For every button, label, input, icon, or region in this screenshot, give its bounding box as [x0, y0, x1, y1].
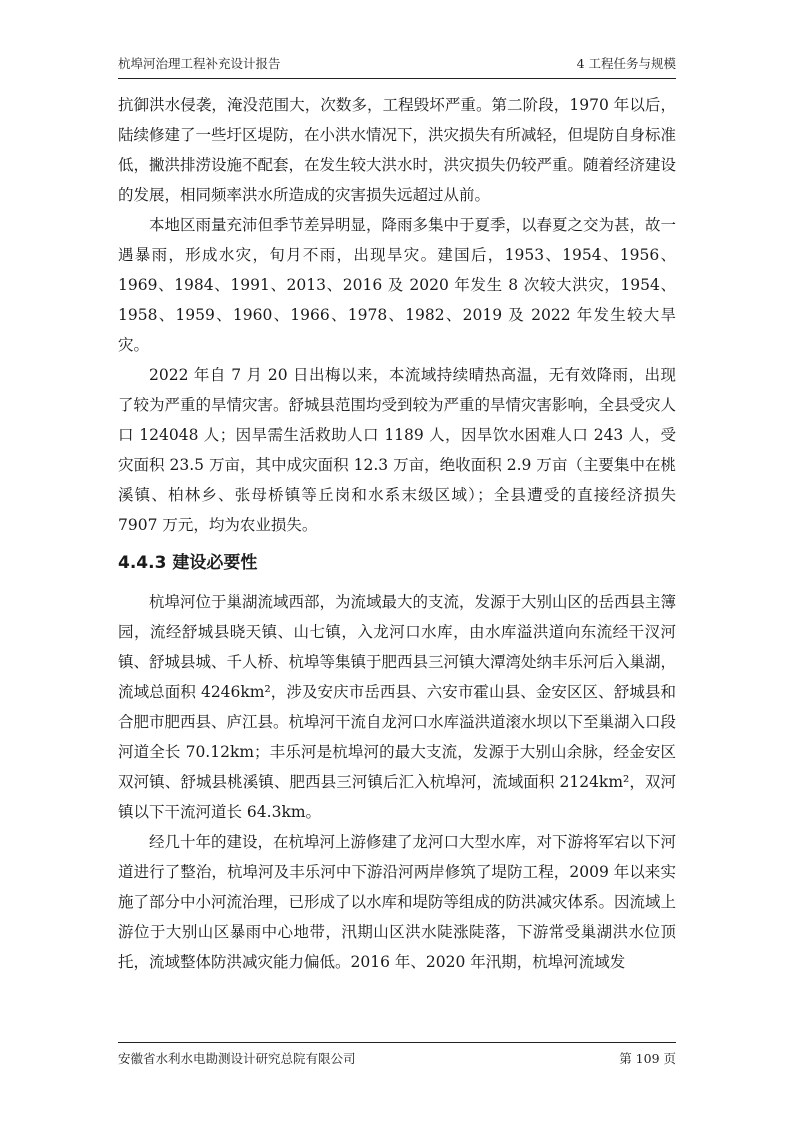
paragraph-drought-2022: 2022 年自 7 月 20 日出梅以来，本流域持续晴热高温，无有效降雨，出现了较为严重的旱情灾害。舒城县范围均受到较为严重的旱情灾害影响，全县受灾人口 124048 人；因旱需生活救助人口 1189 人，因旱饮水困难人口 243 人，受灾面积 23.5 万亩，其中成灾面积 12.3 万亩，绝收面积 2.9 万亩（主要集中在桃溪镇、柏林乡、张母桥镇等丘岗和水系末级区域）；全县遭受的直接经济损失 7907 万元，均为农业损失。	[118, 366, 677, 534]
paragraph-basin-overview: 杭埠河位于巢湖流域西部，为流域最大的支流，发源于大别山区的岳西县主簿园，流经舒城县晓天镇、山七镇，入龙河口水库，由水库溢洪道向东流经干汊河镇、舒城县城、千人桥、杭埠等集镇于肥西县三河镇大潭湾处纳丰乐河后入巢湖，流域总面积 4246km²，涉及安庆市岳西县、六安市霍山县、金安区区、舒城县和合肥市肥西县、庐江县。杭埠河干流自龙河口水库溢洪道滚水坝以下至巢湖入口段河道全长 70.12km；丰乐河是杭埠河的最大支流，发源于大别山余脉，经金安区双河镇、舒城县桃溪镇、肥西县三河镇后汇入杭埠河，流域面积 2124km²，双河镇以下干流河道长 64.3km。	[118, 593, 677, 821]
paragraph-construction-history: 经几十年的建设，在杭埠河上游修建了龙河口大型水库，对下游将军宕以下河道进行了整治，杭埠河及丰乐河中下游沿河两岸修筑了堤防工程，2009 年以来实施了部分中小河流治理，已形成了以水库和堤防等组成的防洪减灾体系。因流域上游位于大别山区暴雨中心地带，汛期山区洪水陡涨陡落，下游常受巢湖洪水位顶托，流域整体防洪减灾能力偏低。2016 年、2020 年汛期，杭埠河流域发	[118, 833, 677, 971]
document-body	[118, 90, 676, 977]
page-number: 第 109 页	[619, 1051, 676, 1066]
organization-name: 安徽省水利水电勘测设计研究总院有限公司	[118, 1051, 356, 1066]
page-footer	[118, 1042, 676, 1068]
paragraph-rainfall: 本地区雨量充沛但季节差异明显，降雨多集中于夏季，以春夏之交为甚，故一遇暴雨，形成水灾，旬月不雨，出现旱灾。建国后，1953、1954、1956、1969、1984、1991、2013、2016 及 2020 年发生 8 次较大洪灾，1954、1958、1959、1960、1966、1978、1982、2019 及 2022 年发生较大旱灾。	[118, 216, 677, 354]
page-header	[118, 52, 676, 79]
chapter-title: 4 工程任务与规模	[576, 56, 676, 71]
section-heading: 4.4.3 建设必要性	[118, 553, 258, 573]
report-title: 杭埠河治理工程补充设计报告	[118, 56, 281, 71]
paragraph-flood-history: 抗御洪水侵袭，淹没范围大，次数多，工程毁坏严重。第二阶段，1970 年以后，陆续修建了一些圩区堤防，在小洪水情况下，洪灾损失有所减轻，但堤防自身标准低，撇洪排涝设施不配套，在发生较大洪水时，洪灾损失仍较严重。随着经济建设的发展，相同频率洪水所造成的灾害损失远超过从前。	[118, 96, 677, 204]
